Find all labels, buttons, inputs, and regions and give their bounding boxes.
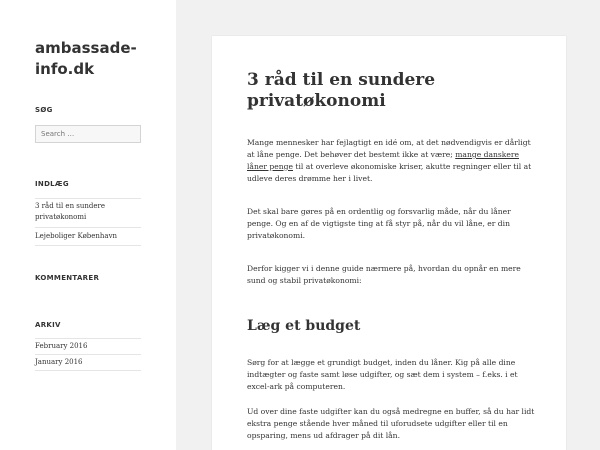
posts-heading: INDLÆG xyxy=(35,180,69,188)
recent-posts-list xyxy=(35,198,141,246)
post-paragraph: Sørg for at lægge et grundigt budget, inden du låner. Kig på alle dine indtægter og faste samt løse udgifter, og sæt dem i system – f.eks. i et excel-ark på computeren. xyxy=(247,358,518,391)
search-heading: SØG xyxy=(35,106,53,114)
section-heading: Læg et budget xyxy=(247,318,361,334)
archive-heading: ARKIV xyxy=(35,321,61,329)
post-paragraph: Det skal bare gøres på en ordentlig og forsvarlig måde, når du låner penge. Og en af de vigtigste ting at få styr på, når du vil låne, er din privatøkonomi. xyxy=(247,207,511,240)
post-link[interactable]: Lejeboliger København xyxy=(35,228,141,246)
post-paragraph: Mange mennesker har fejlagtigt en idé om, at det nødvendigvis er dårligt at låne penge. Det behøver det bestemt ikke at være; mange danskere låner penge til at overleve økonomiske kriser, akutte regninger eller til at udleve deres drømme her i livet. xyxy=(247,138,532,183)
post-paragraph: Derfor kigger vi i denne guide nærmere på, hvordan du opnår en mere sund og stabil privatøkonomi: xyxy=(247,264,521,285)
lan-link[interactable]: mange danskere låner penge xyxy=(247,150,520,171)
comments-heading: KOMMENTARER xyxy=(35,274,100,282)
post-paragraph: Ud over dine faste udgifter kan du også medregne en buffer, så du har lidt ekstra penge stående hver måned til uforudsete udgifter eller til en opsparing, mens ud afdrager på dit lån. xyxy=(247,407,535,440)
site-title[interactable]: ambassade-info.dk xyxy=(35,39,137,78)
post-card xyxy=(212,36,566,450)
archive-link[interactable]: January 2016 xyxy=(35,355,141,371)
post-link[interactable]: 3 råd til en sundere privatøkonomi xyxy=(35,198,141,228)
archive-link[interactable]: February 2016 xyxy=(35,338,141,355)
sidebar xyxy=(0,0,176,450)
search-input[interactable] xyxy=(35,125,141,143)
archive-list xyxy=(35,338,141,371)
post-title[interactable]: 3 råd til en sundere privatøkonomi xyxy=(247,70,436,111)
